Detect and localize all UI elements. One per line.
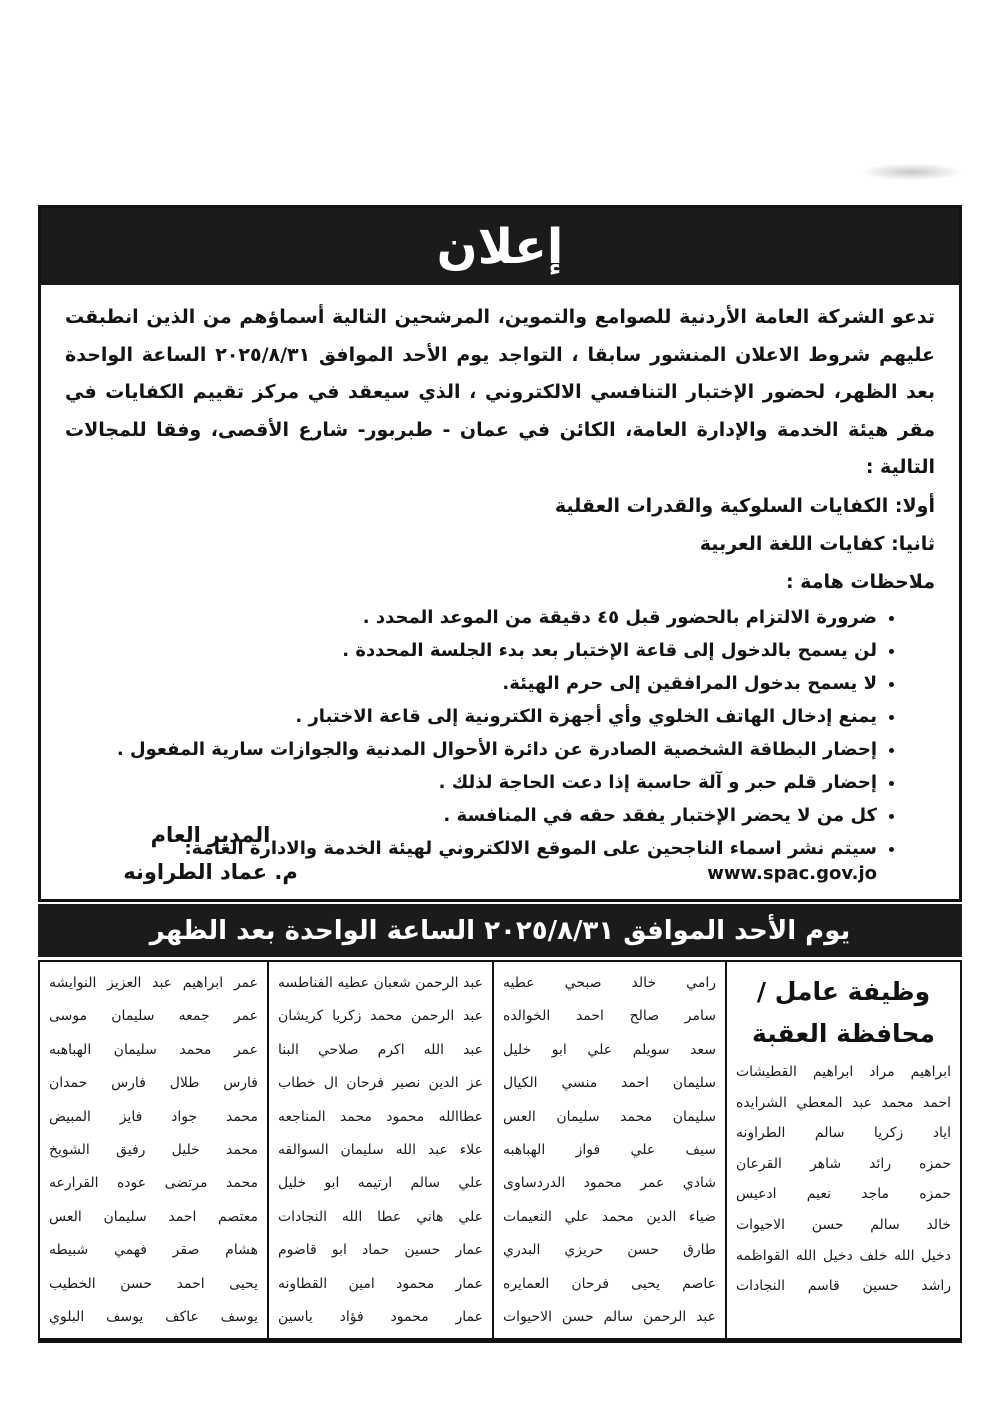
notes-heading: ملاحظات هامة : — [785, 570, 935, 593]
scan-smudge — [860, 163, 964, 181]
announcement-title: إعلان — [41, 208, 959, 285]
candidate-name: سامر صالح احمد الخوالده — [503, 1008, 716, 1025]
note-item: • إحضار البطاقة الشخصية الصادرة عن دائرة الأحوال المدنية والجوازات سارية المفعول . — [65, 737, 877, 762]
candidates-column-aqaba — [725, 962, 960, 1338]
candidate-name: عاصم يحيى فرحان العمايره — [503, 1275, 716, 1292]
note-item: • سيتم نشر اسماء الناجحين على الموقع الالكتروني لهيئة الخدمة والادارة العامة: www.spac.gov.jo — [65, 836, 877, 886]
announcement-intro: تدعو الشركة العامة الأردنية للصوامع والتموين، المرشحين التالية أسماؤهم من الذين انطبقت عليهم شروط الاعلان المنشور سابقا ، التواجد يوم الأحد الموافق ٢٠٢٥/٨/٣١ الساعة الواحدة بعد الظهر، لحضور الإختبار التنافسي الالكتروني ، الذي سيعقد في مركز تقييم الكفايات في مقر هيئة الخدمة والإدارة العامة، الكائن في عمان - طبربور- شارع الأقصى، وفقا للمجالات التالية : — [65, 306, 936, 478]
candidate-name: عمار محمود فؤاد ياسين — [278, 1308, 483, 1325]
candidate-name: عبد الرحمن شعبان عطيه الفناطسه — [278, 975, 483, 991]
note-item: • كل من لا يحضر الإختبار يفقد حقه في المنافسة . — [65, 803, 877, 828]
candidate-name: شادي عمر محمود الدردساوى — [503, 1175, 716, 1192]
candidate-name: فارس طلال فارس حمدان — [49, 1075, 258, 1092]
note-item: • لن يسمح بالدخول إلى قاعة الإختبار بعد بدء الجلسة المحددة . — [65, 638, 877, 663]
candidate-name: حمزه ماجد نعيم ادعيس — [736, 1186, 951, 1203]
candidate-name: سعد سويلم علي ابو خليل — [503, 1041, 716, 1058]
candidate-name: رامي خالد صبحي عطيه — [503, 975, 716, 991]
candidate-name: عمر جمعه سليمان موسى — [49, 1008, 258, 1025]
candidate-name: محمد مرتضى عوده القرارعه — [49, 1175, 258, 1192]
candidate-name: سليمان احمد منسي الكيال — [503, 1075, 716, 1092]
note-item: • ضرورة الالتزام بالحضور قبل ٤٥ دقيقة من الموعد المحدد . — [65, 605, 877, 630]
candidate-name: يوسف عاكف يوسف البلوي — [49, 1308, 258, 1325]
candidate-name: خالد سالم حسن الاحيوات — [736, 1216, 951, 1233]
candidate-name: دخيل الله خلف دخيل الله القواظمه — [736, 1247, 951, 1264]
session-date-banner: يوم الأحد الموافق ٢٠٢٥/٨/٣١ الساعة الواحدة بعد الظهر — [38, 904, 962, 957]
candidate-name: راشد حسين قاسم النجادات — [736, 1278, 951, 1295]
candidate-name: عبد الرحمن سالم حسن الاحيوات — [503, 1308, 716, 1325]
candidate-name: علاء عبد الله سليمان السوالقه — [278, 1141, 483, 1158]
candidate-name: عمر ابراهيم عبد العزيز النوايشه — [49, 975, 258, 991]
candidate-name: ضياء الدين محمد علي النعيمات — [503, 1208, 716, 1225]
signature-name: م. عماد الطراونه — [123, 860, 298, 884]
note-item: • إحضار قلم حبر و آلة حاسبة إذا دعت الحاجة لذلك . — [65, 770, 877, 795]
candidate-name: عبد الله اكرم صلاحي البنا — [278, 1041, 483, 1058]
signature-title: المدير العام — [150, 823, 271, 847]
candidate-name: سيف علي فواز الهباهبه — [503, 1141, 716, 1158]
candidates-column — [492, 962, 725, 1338]
candidates-column — [267, 962, 492, 1338]
candidate-name: معتصم احمد سليمان العس — [49, 1208, 258, 1225]
first-competency-line: أولا: الكفايات السلوكية والقدرات العقلية — [554, 494, 935, 517]
candidate-name: ابراهيم مراد ابراهيم القطيشات — [736, 1064, 951, 1080]
signature-block — [83, 817, 338, 891]
candidate-name: عمر محمد سليمان الهباهبه — [49, 1041, 258, 1058]
candidate-name: طارق حسن حريزي البدري — [503, 1242, 716, 1259]
candidate-name: علي سالم ارتيمه ابو خليل — [278, 1175, 483, 1192]
candidate-name: هشام صقر فهمي شبيطه — [49, 1242, 258, 1259]
announcement-box — [38, 205, 962, 902]
candidate-name: حمزه رائد شاهر القرعان — [736, 1155, 951, 1172]
candidate-name: عز الدين نصير فرحان ال خطاب — [278, 1075, 483, 1092]
candidate-name: محمد خليل رفيق الشويخ — [49, 1141, 258, 1158]
second-competency-line: ثانيا: كفايات اللغة العربية — [699, 532, 935, 555]
candidate-name: اياد زكريا سالم الطراونه — [736, 1125, 951, 1142]
candidate-name: يحيى احمد حسن الخطيب — [49, 1275, 258, 1292]
candidate-name: عطاالله محمود محمد المناجعه — [278, 1108, 483, 1125]
candidate-name: احمد محمد عبد المعطي الشرايده — [736, 1094, 951, 1111]
candidate-name: محمد جواد فايز المبيض — [49, 1108, 258, 1125]
candidates-table — [38, 960, 962, 1343]
note-item: • لا يسمح بدخول المرافقين إلى حرم الهيئة. — [65, 671, 877, 696]
candidate-name: عبد الرحمن محمد زكريا كريشان — [278, 1008, 483, 1025]
candidate-name: علي هاني عطا الله النجادات — [278, 1208, 483, 1225]
candidate-name: عمار حسين حماد ابو قاضوم — [278, 1242, 483, 1259]
candidate-name: سليمان محمد سليمان العس — [503, 1108, 716, 1125]
column-header-job-title: وظيفة عامل /محافظة العقبة — [752, 977, 935, 1048]
candidate-name: عمار محمود امين القطاونه — [278, 1275, 483, 1292]
announcement-body — [41, 285, 959, 899]
note-item: • يمنع إدخال الهاتف الخلوي وأي أجهزة الكترونية إلى قاعة الاختبار . — [65, 704, 877, 729]
candidates-column — [40, 962, 267, 1338]
